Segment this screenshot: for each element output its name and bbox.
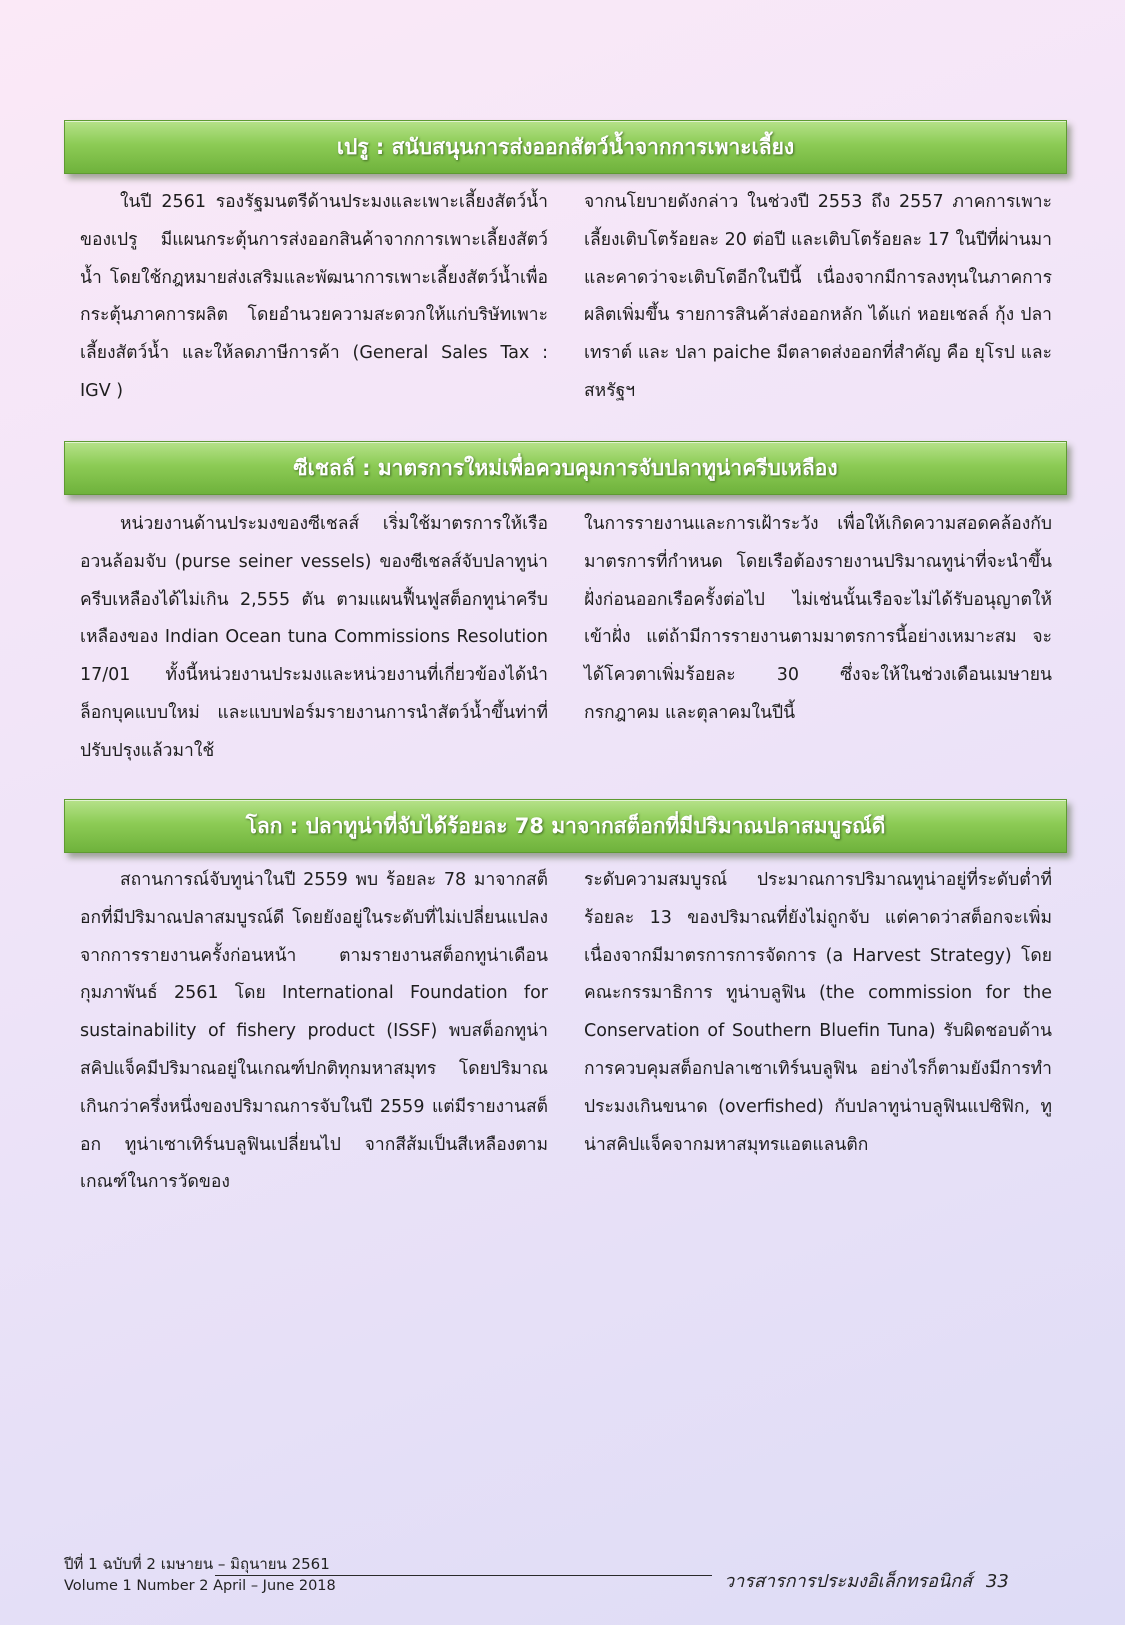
article-body <box>80 862 1052 1202</box>
section-title: โลก : ปลาทูน่าที่จับได้ร้อยละ 78 มาจากสต็อกที่มีปริมาณปลาสมบูรณ์ดี <box>245 813 886 838</box>
paragraph: ระดับความสมบูรณ์ ประมาณการปริมาณทูน่าอยู่ที่ระดับต่ำที่ร้อยละ 13 ของปริมาณที่ยังไม่ถูกจับ แต่คาดว่าสต็อกจะเพิ่ม เนื่องจากมีมาตรการการจัดการ (a Harvest Strategy) โดยคณะกรรมาธิการ ทูน่าบลูฟิน (the commission for the Conservation of Southern Bluefin Tuna) รับผิดชอบด้านการควบคุมสต็อกปลาเซาเทิร์นบลูฟิน อย่างไรก็ตามยังมีการทำประมงเกินขนาด (overfished) กับปลาทูน่าบลูฟินแปซิฟิก, ทูน่าสคิปแจ็คจากมหาสมุทรแอตแลนติก <box>584 870 1052 1155</box>
column-left <box>80 506 548 771</box>
page-number: 33 <box>985 1571 1009 1592</box>
section-title: เปรู : สนับสนุนการส่งออกสัตว์น้ำจากการเพาะเลี้ยง <box>336 134 795 159</box>
journal-name: วารสารการประมงอิเล็กทรอนิกส์ <box>724 1571 973 1592</box>
paragraph: ในการรายงานและการเฝ้าระวัง เพื่อให้เกิดความสอดคล้องกับมาตรการที่กำหนด โดยเรือต้องรายงานปริมาณทูน่าที่จะนำขึ้นฝั่งก่อนออกเรือครั้งต่อไป ไม่เช่นนั้นเรือจะไม่ได้รับอนุญาตให้เข้าฝั่ง แต่ถ้ามีการรายงานตามมาตรการนี้อย่างเหมาะสม จะได้โควตาเพิ่มร้อยละ 30 ซึ่งจะให้ในช่วงเดือนเมษายน กรกฎาคม และตุลาคมในปีนี้ <box>584 514 1052 723</box>
footer-divider <box>215 1575 712 1576</box>
column-right <box>584 862 1052 1202</box>
footer-volume-english: Volume 1 Number 2 April – June 2018 <box>64 1578 336 1594</box>
paragraph: สถานการณ์จับทูน่าในปี 2559 พบ ร้อยละ 78 มาจากสต็อกที่มีปริมาณปลาสมบูรณ์ดี โดยยังอยู่ในระดับที่ไม่เปลี่ยนแปลงจากการรายงานครั้งก่อนหน้า ตามรายงานสต็อกทูน่าเดือนกุมภาพันธ์ 2561 โดย International Foundation for sustainability of fishery product (ISSF) พบสต็อกทูน่าสคิปแจ็คมีปริมาณอยู่ในเกณฑ์ปกติทุกมหาสมุทร โดยปริมาณเกินกว่าครึ่งหนึ่งของปริมาณการจับในปี 2559 แต่มีรายงานสต็อก ทูน่าเซาเทิร์นบลูฟินเปลี่ยนไป จากสีส้มเป็นสีเหลืองตามเกณฑ์ในการวัดของ <box>80 870 548 1193</box>
article-body <box>80 184 1052 411</box>
column-left <box>80 184 548 411</box>
section-title-banner <box>64 799 1067 853</box>
footer-journal <box>724 1566 1009 1595</box>
footer-volume-thai: ปีที่ 1 ฉบับที่ 2 เมษายน – มิถุนายน 2561 <box>64 1555 330 1573</box>
column-left <box>80 862 548 1202</box>
paragraph: หน่วยงานด้านประมงของซีเชลส์ เริ่มใช้มาตรการให้เรืออวนล้อมจับ (purse seiner vessels) ของซีเชลส์จับปลาทูน่าครีบเหลืองได้ไม่เกิน 2,555 ตัน ตามแผนฟื้นฟูสต็อกทูน่าครีบเหลืองของ Indian Ocean tuna Commissions Resolution 17/01 ทั้งนี้หน่วยงานประมงและหน่วยงานที่เกี่ยวข้องได้นำล็อกบุคแบบใหม่ และแบบฟอร์มรายงานการนำสัตว์น้ำขึ้นท่าที่ปรับปรุงแล้วมาใช้ <box>80 514 548 761</box>
section-title-banner <box>64 120 1067 174</box>
article-body <box>80 506 1052 771</box>
section-title-banner <box>64 441 1067 495</box>
paragraph: จากนโยบายดังกล่าว ในช่วงปี 2553 ถึง 2557 ภาคการเพาะเลี้ยงเติบโตร้อยละ 20 ต่อปี และเติบโตร้อยละ 17 ในปีที่ผ่านมา และคาดว่าจะเติบโตอีกในปีนี้ เนื่องจากมีการลงทุนในภาคการผลิตเพิ่มขึ้น รายการสินค้าส่งออกหลัก ได้แก่ หอยเชลล์ กุ้ง ปลาเทราต์ และ ปลา paiche มีตลาดส่งออกที่สำคัญ คือ ยุโรป และสหรัฐฯ <box>584 192 1052 401</box>
column-right <box>584 184 1052 411</box>
column-right <box>584 506 1052 771</box>
section-title: ซีเชลล์ : มาตรการใหม่เพื่อควบคุมการจับปลาทูน่าครีบเหลือง <box>293 455 838 480</box>
paragraph: ในปี 2561 รองรัฐมนตรีด้านประมงและเพาะเลี้ยงสัตว์น้ำของเปรู มีแผนกระตุ้นการส่งออกสินค้าจากการเพาะเลี้ยงสัตว์น้ำ โดยใช้กฎหมายส่งเสริมและพัฒนาการเพาะเลี้ยงสัตว์น้ำเพื่อกระตุ้นภาคการผลิต โดยอำนวยความสะดวกให้แก่บริษัทเพาะเลี้ยงสัตว์น้ำ และให้ลดภาษีการค้า (General Sales Tax : IGV ) <box>80 192 548 401</box>
